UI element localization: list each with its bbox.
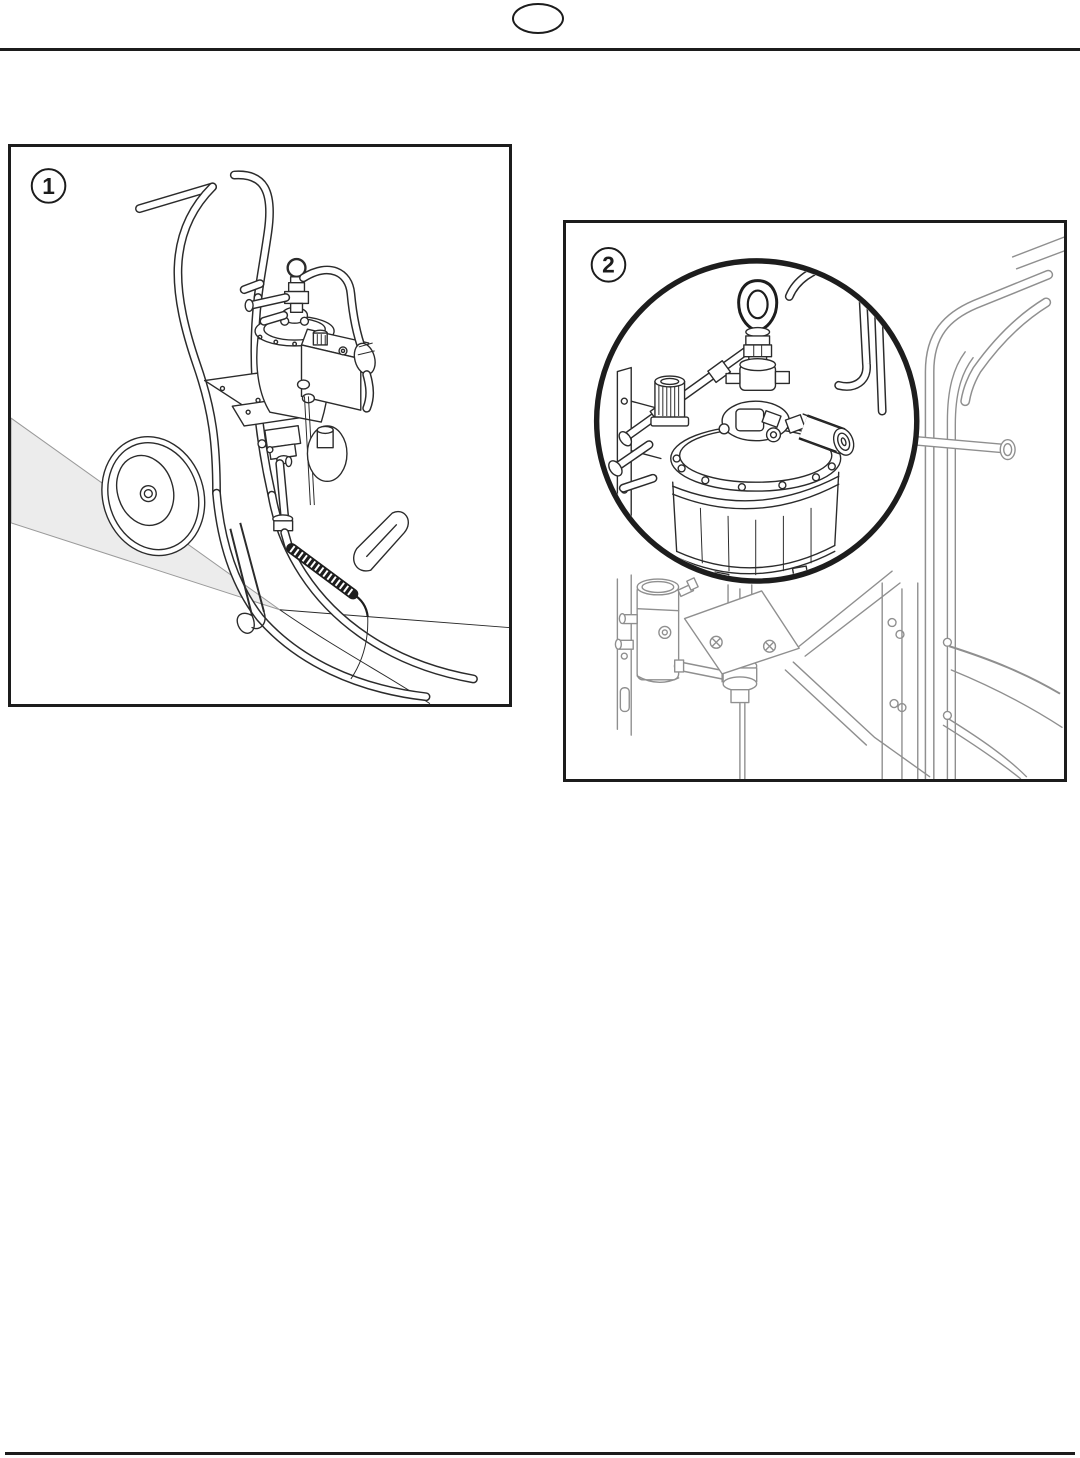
ramp-wedge [11,418,509,704]
top-rule [0,48,1080,51]
figure-2-illustration [566,223,1064,779]
figure-1-illustration [11,147,509,704]
cart-rear-handle [354,512,409,571]
figure-number-badge [592,248,626,282]
empty-oval-badge [512,3,564,34]
figure-1-frame [8,144,512,707]
figure-2-frame [563,220,1067,782]
figure-number-badge [32,169,66,203]
figure-2-label: 2 [602,251,615,278]
figure-1-label: 1 [42,172,55,199]
bottom-rule [5,1452,1075,1455]
